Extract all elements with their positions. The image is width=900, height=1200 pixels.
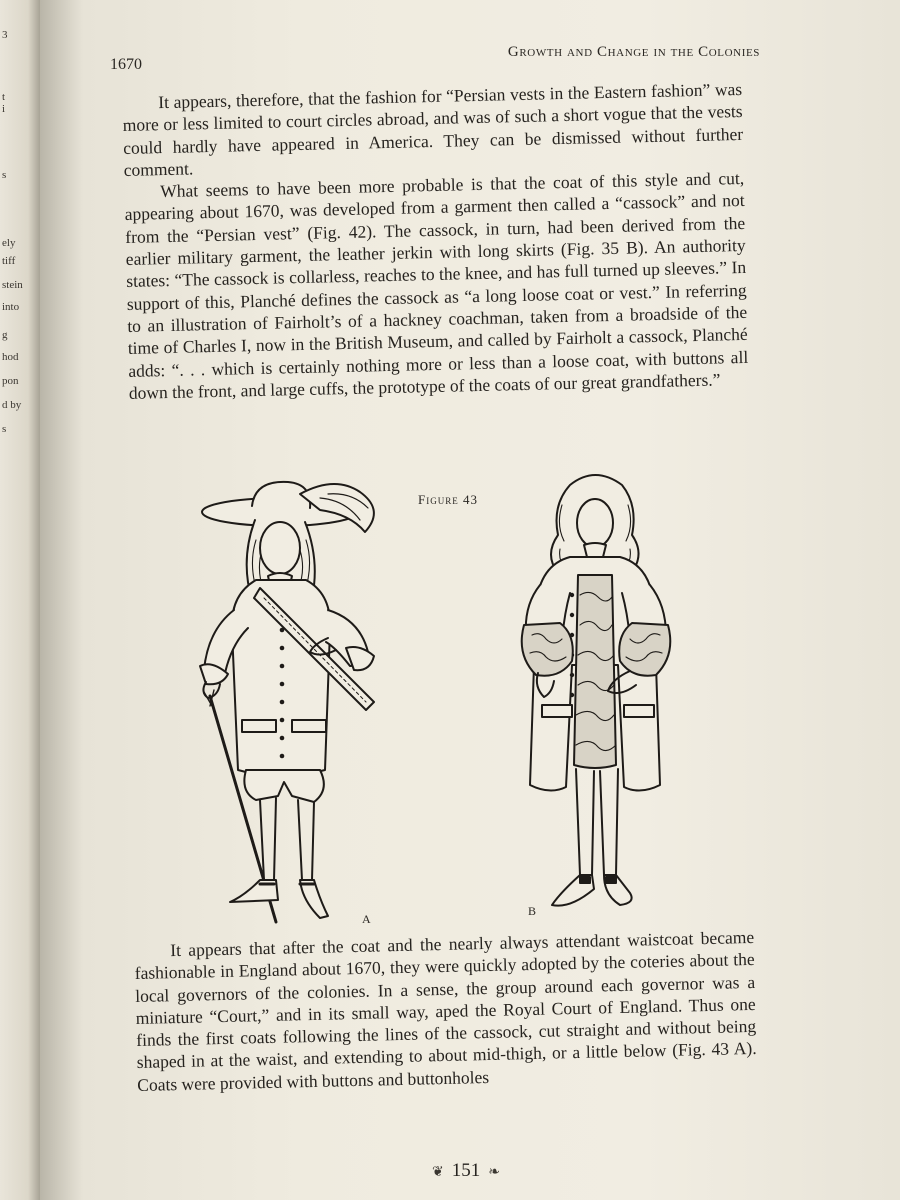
paragraph: It appears that after the coat and the nearly always attendant waistcoat became fashionable in England about 1670, they were quickly adopted by the coteries about the local governors of the colonies. In a sense, the group around each governor was a miniature “Court,” and in its small way, aped the Royal Court of England. Thus one finds the first coats following the lines of the cassock, cut straight and without being shaped in at the waist, and extending to about mid-thigh, or a little below (Fig. 43 A). Coats were provided with buttons and buttonholes	[134, 926, 757, 1095]
facing-page-fragment: tiff	[2, 255, 16, 267]
body-text-bottom	[134, 926, 757, 1096]
leg-left	[576, 769, 594, 875]
fleuron-right-icon: ❧	[488, 1165, 500, 1180]
embroidered-waistcoat	[574, 575, 616, 768]
figure-label-a: A	[362, 912, 371, 926]
figure-b-illustration	[480, 465, 710, 935]
facing-page-fragment: ely	[2, 237, 16, 249]
figure-a-illustration	[160, 470, 400, 940]
facing-page-fragment: g	[2, 329, 8, 341]
fleuron-left-icon: ❦	[432, 1165, 444, 1180]
facing-page-fragment: stein	[2, 279, 23, 291]
figure-caption: Figure 43	[418, 492, 478, 507]
pocket-flap-left	[542, 705, 572, 717]
facing-page-fragment: d by	[2, 399, 22, 411]
facing-page-fragment: t	[2, 91, 6, 103]
face	[577, 499, 613, 547]
pocket-flap-left	[242, 720, 276, 732]
pocket-flap-right	[624, 705, 654, 717]
page-number-footer	[396, 1160, 536, 1182]
pocket-flap-right	[292, 720, 326, 732]
leg-right	[600, 769, 618, 875]
page-number: 151	[451, 1160, 481, 1181]
facing-page-fragment: into	[2, 301, 20, 313]
breeches	[244, 770, 323, 802]
facing-page-edge	[0, 0, 40, 1200]
cuff-right	[619, 623, 670, 676]
paragraph: What seems to have been more probable is that the coat of this style and cut, appearing about 1670, was developed from a garment then called a “cassock” and not from the “Persian vest” (Fig. 42). The cassock, in turn, had been derived from the earlier military garment, the leather jerkin with long skirts (Fig. 35 B). An authority states: “The cassock is collarless, reaches to the knee, and has full turned up sleeves.” In support of this, Planché defines the cassock as “a long loose coat or vest.” In referring to an illustration of Fairholt’s of a hackney coachman, taken from a broadside of the time of Charles I, now in the British Museum, and called by Fairholt a cassock, Planché adds: “. . . which is certainly nothing more or less than a loose coat, with buttons all down the front, and large cuffs, the prototype of the coats of our great grandfathers.”	[124, 168, 749, 403]
running-head: Growth and Change in the Colonies	[507, 44, 760, 60]
facing-page-fragment: pon	[2, 375, 19, 387]
paragraph: It appears, therefore, that the fashion for “Persian vests in the Eastern fashion” was more or less limited to court circles abroad, and was of such a short vogue that the vests could hardly have appeared in America. They can be dismissed without further comment.	[122, 78, 744, 180]
shoe-right	[300, 880, 328, 918]
facing-page-fragment: i	[2, 103, 6, 115]
facing-page-fragment: 3	[2, 29, 8, 41]
facing-page-fragment: hod	[2, 351, 19, 363]
face	[260, 522, 300, 574]
figure-label-b: B	[528, 904, 537, 918]
year-heading: 1670	[110, 56, 142, 73]
cuff-left	[522, 623, 573, 676]
body-text-top	[122, 78, 749, 404]
book-page	[40, 0, 900, 1200]
facing-page-fragment: s	[2, 169, 7, 181]
leg-left	[260, 798, 276, 880]
leg-right	[298, 800, 314, 880]
facing-page-fragment: s	[2, 423, 7, 435]
